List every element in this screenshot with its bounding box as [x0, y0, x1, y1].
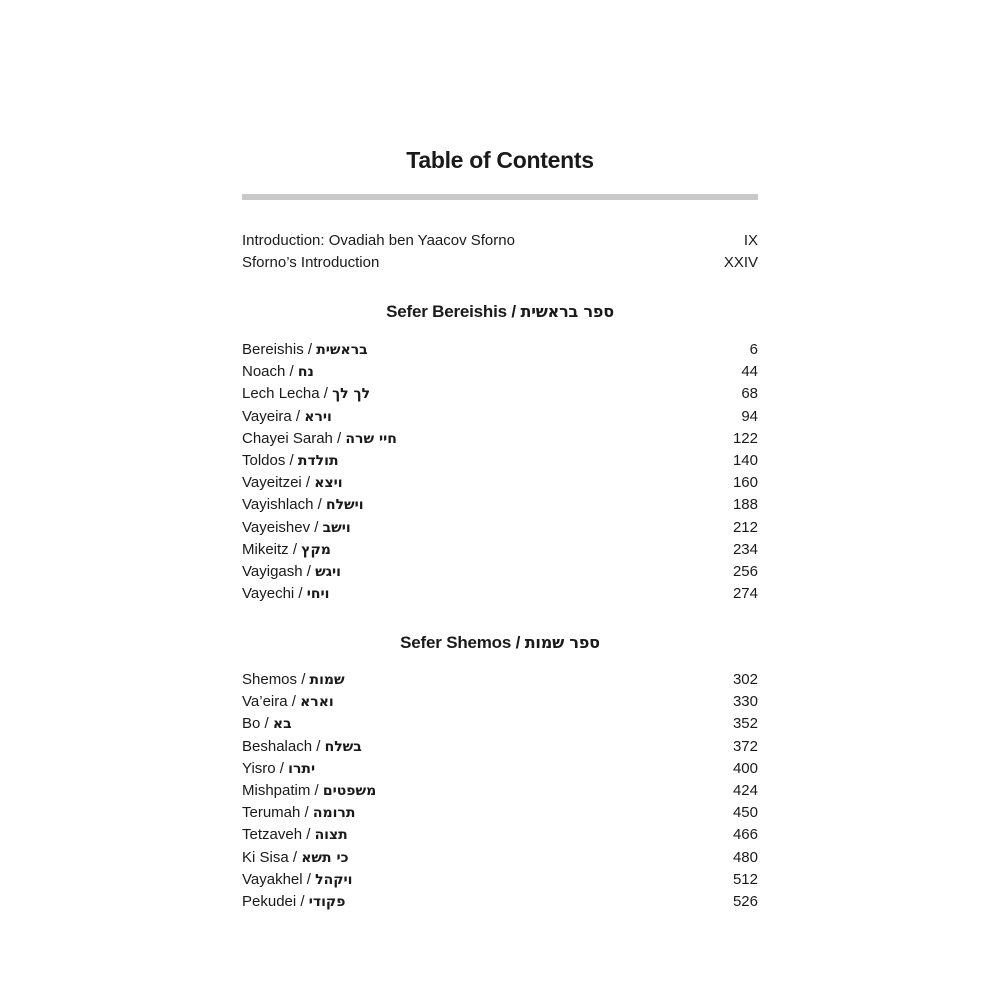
toc-entry-hebrew: יתרו: [288, 760, 316, 777]
toc-entry-page: 302: [732, 671, 758, 688]
toc-entry-label: [242, 713, 292, 735]
toc-entry-english: Terumah: [242, 804, 301, 822]
toc-entry-english: Vayishlach: [242, 496, 314, 514]
toc-entry-label: [242, 472, 343, 494]
toc-entry-english: Lech Lecha: [242, 385, 320, 403]
section-title-hebrew: ספר שמות: [524, 633, 600, 652]
toc-entry-hebrew: וארא: [300, 694, 334, 711]
toc-entry-page: 160: [732, 474, 758, 492]
toc-entry-page: IX: [743, 232, 758, 249]
section-title-hebrew: ספר בראשית: [520, 302, 614, 321]
toc-entry-label: [242, 891, 345, 913]
toc-entry-english: Toldos: [242, 452, 286, 469]
toc-entry-hebrew: בראשית: [316, 342, 368, 358]
section-title-separator: /: [506, 302, 521, 321]
toc-entry-label: Introduction: Ovadiah ben Yaacov Sforno: [242, 232, 515, 249]
toc-entry-hebrew: וירא: [304, 408, 332, 425]
toc-entry-hebrew: נח: [297, 364, 314, 381]
toc-entry-label: [242, 517, 351, 539]
toc-entry[interactable]: [242, 361, 758, 383]
toc-entry-hebrew: וישב: [322, 519, 351, 536]
toc-entry-separator: /: [285, 452, 298, 469]
toc-entry-page: 188: [732, 496, 758, 514]
toc-entry-label: [242, 339, 368, 361]
toc-entry-english: Ki Sisa: [242, 848, 289, 866]
toc-entry[interactable]: [242, 891, 758, 913]
toc-entry-page: 6: [749, 341, 758, 358]
toc-entry-hebrew: ויחי: [306, 586, 330, 603]
toc-entry-page: 68: [741, 385, 758, 403]
toc-entry-label: [242, 691, 334, 713]
toc-entry-page: 526: [732, 893, 758, 910]
toc-entry-separator: /: [313, 496, 326, 514]
toc-entry[interactable]: [242, 824, 758, 846]
toc-entry-hebrew: ויגש: [315, 564, 341, 580]
toc-entry-hebrew: ויקהל: [315, 871, 353, 888]
toc-entry-label: [242, 428, 397, 450]
toc-entry-page: 256: [732, 563, 758, 580]
toc-entry-english: Vayeitzei: [242, 474, 302, 492]
toc-entry-introduction[interactable]: [242, 230, 758, 252]
section-heading-shemos: [242, 630, 758, 656]
toc-entry-separator: /: [302, 826, 315, 844]
toc-entry-page: 352: [732, 715, 758, 733]
toc-entry-label: Sforno’s Introduction: [242, 254, 380, 271]
page-title: Table of Contents: [406, 147, 594, 173]
toc-entry[interactable]: [242, 691, 758, 713]
toc-entry-separator: /: [275, 759, 289, 777]
toc-entry-english: Chayei Sarah: [242, 429, 333, 447]
toc-entry-english: Yisro: [242, 759, 276, 777]
toc-entry-separator: /: [288, 848, 302, 866]
toc-entry[interactable]: [242, 517, 758, 539]
toc-entry-hebrew: לך לך: [332, 386, 371, 403]
toc-entry-hebrew: תרומה: [312, 805, 356, 822]
toc-entry-label: [242, 494, 364, 516]
toc-entry-separator: /: [260, 715, 273, 733]
toc-entry-page: 212: [732, 518, 758, 536]
toc-entry[interactable]: [242, 847, 758, 869]
toc-entry[interactable]: [242, 736, 758, 758]
toc-entry-hebrew: ויצא: [314, 475, 343, 492]
toc-entry-separator: /: [303, 341, 317, 358]
toc-entry-hebrew: תצוה: [314, 827, 348, 844]
toc-entry[interactable]: [242, 713, 758, 735]
toc-entry-english: Va’eira: [242, 693, 288, 711]
toc-entry-english: Mikeitz: [242, 540, 289, 558]
toc-entry-separator: /: [312, 737, 325, 755]
toc-entry-label: [242, 847, 349, 869]
toc-entry-label: [242, 450, 339, 472]
toc-entry-label: [242, 669, 345, 691]
toc-entry[interactable]: [242, 339, 758, 361]
toc-entry-label: [242, 780, 376, 802]
toc-entry-english: Mishpatim: [242, 782, 311, 799]
toc-entry-label: [242, 561, 341, 583]
toc-entry-separator: /: [285, 363, 298, 381]
toc-entry-separator: /: [310, 782, 323, 799]
toc-entry-separator: /: [297, 671, 310, 688]
toc-entry-page: 44: [741, 363, 758, 381]
toc-entry-english: Shemos: [242, 671, 298, 688]
toc-entry-separator: /: [310, 518, 323, 536]
toc-entry-english: Noach: [242, 363, 286, 381]
toc-entry-page: 466: [732, 826, 758, 844]
toc-entry-page: 372: [732, 737, 758, 755]
toc-entry-page: 480: [732, 848, 758, 866]
toc-entry-english: Vayigash: [242, 563, 303, 580]
toc-entry[interactable]: [242, 669, 758, 691]
toc-entry[interactable]: [242, 406, 758, 428]
toc-entry[interactable]: [242, 383, 758, 405]
toc-entry-english: Bereishis: [242, 341, 304, 358]
toc-entry[interactable]: [242, 450, 758, 472]
toc-entry-label: [242, 361, 314, 383]
toc-entry-english: Beshalach: [242, 737, 313, 755]
toc-entry-hebrew: שמות: [309, 672, 345, 688]
toc-entry-english: Vayakhel: [242, 870, 303, 888]
toc-entry-separator: /: [302, 870, 316, 888]
toc-entry-english: Bo: [242, 715, 261, 733]
toc-entry-page: 330: [732, 693, 758, 711]
toc-entry-separator: /: [288, 540, 302, 558]
toc-entry-separator: /: [332, 429, 346, 447]
toc-entry-page: 274: [732, 585, 758, 603]
toc-entry-label: [242, 539, 331, 561]
section-title-english: Sefer Shemos: [400, 633, 512, 652]
toc-entry-hebrew: בשלח: [324, 738, 362, 755]
toc-entry-english: Tetzaveh: [242, 826, 303, 844]
toc-entry-hebrew: וישלח: [325, 497, 364, 514]
toc-entry-page: 512: [732, 870, 758, 888]
toc-entry[interactable]: [242, 561, 758, 583]
toc-entry-english: Pekudei: [242, 893, 297, 910]
toc-entry-label: [242, 736, 362, 758]
toc-entry[interactable]: [242, 472, 758, 494]
toc-entry-label: [242, 383, 370, 405]
toc-entry[interactable]: [242, 869, 758, 891]
toc-entry-separator: /: [301, 474, 315, 492]
toc-entry[interactable]: [242, 539, 758, 561]
toc-entry-separator: /: [291, 407, 305, 425]
toc-entry-separator: /: [294, 585, 307, 603]
toc-entry[interactable]: [242, 583, 758, 605]
toc-entry-hebrew: מקץ: [301, 541, 331, 558]
toc-entry-separator: /: [296, 893, 309, 910]
section-title-english: Sefer Bereishis: [386, 302, 507, 321]
toc-entry-hebrew: משפטים: [322, 783, 377, 799]
toc-entry[interactable]: [242, 780, 758, 802]
toc-entry[interactable]: [242, 758, 758, 780]
toc-entry-english: Vayeishev: [242, 518, 311, 536]
toc-entry-hebrew: תולדת: [297, 453, 339, 469]
toc-entry-label: [242, 583, 329, 605]
toc-entry-label: [242, 869, 352, 891]
toc-entry-english: Vayechi: [242, 585, 295, 603]
toc-entry-page: XXIV: [723, 254, 758, 271]
toc-entry-hebrew: פקודי: [308, 894, 346, 910]
toc-entry-page: 400: [732, 759, 758, 777]
toc-entry[interactable]: [242, 802, 758, 824]
section-title-separator: /: [511, 633, 525, 652]
toc-entry-label: [242, 802, 355, 824]
toc-entry-separator: /: [319, 385, 333, 403]
toc-entry-page: 234: [732, 540, 758, 558]
toc-entry-page: 140: [732, 452, 758, 469]
toc-entry-label: [242, 824, 348, 846]
toc-entry[interactable]: [242, 494, 758, 516]
toc-entry[interactable]: [242, 428, 758, 450]
toc-entry-hebrew: כי תשא: [301, 849, 349, 866]
toc-entry-separator: /: [300, 804, 313, 822]
toc-entry-page: 122: [732, 429, 758, 447]
toc-entry-page: 94: [741, 407, 758, 425]
toc-entry-separator: /: [287, 693, 301, 711]
title-divider: [242, 194, 758, 200]
toc-entry-hebrew: חיי שרה: [345, 430, 397, 447]
toc-entry-sforno-introduction[interactable]: [242, 252, 758, 274]
toc-entry-hebrew: בא: [272, 716, 292, 733]
toc-entry-label: [242, 406, 332, 428]
toc-entry-separator: /: [302, 563, 316, 580]
toc-entry-page: 450: [732, 804, 758, 822]
section-heading-bereishis: [242, 299, 758, 325]
table-of-contents-page: [242, 0, 758, 1000]
toc-entry-english: Vayeira: [242, 407, 292, 425]
toc-entry-page: 424: [732, 782, 758, 799]
toc-entry-label: [242, 758, 315, 780]
